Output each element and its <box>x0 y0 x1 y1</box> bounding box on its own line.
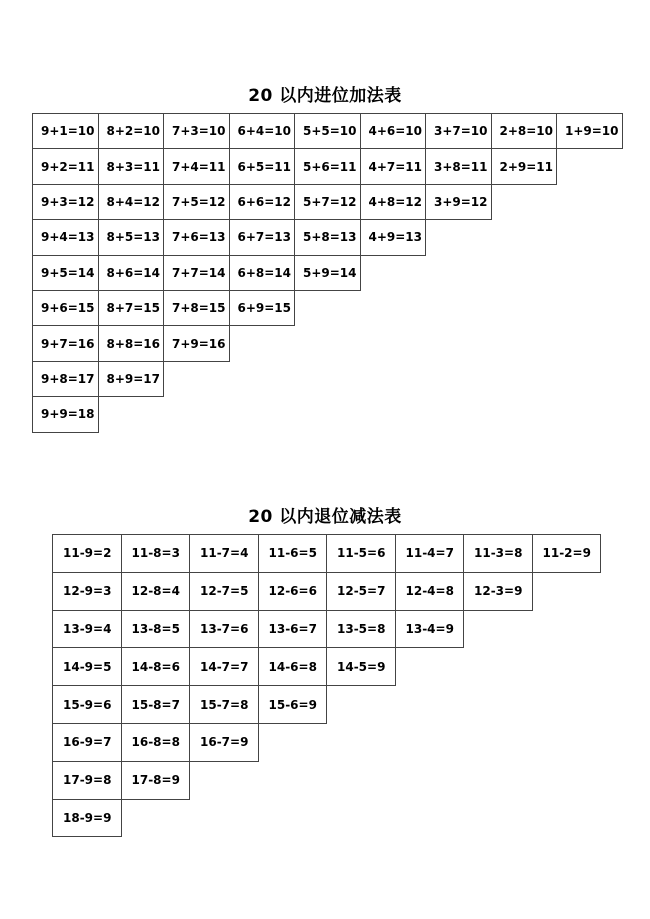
subtraction-equation-cell: 17-8=9 <box>121 761 191 800</box>
addition-equation-cell: 3+9=12 <box>425 184 492 220</box>
subtraction-table-row <box>52 685 600 723</box>
addition-equation-cell: 2+9=11 <box>491 148 558 184</box>
subtraction-equation-cell: 15-6=9 <box>258 685 328 724</box>
subtraction-equation-cell: 14-8=6 <box>121 647 191 686</box>
addition-table-row <box>32 113 622 148</box>
addition-equation-cell: 7+9=16 <box>163 325 230 361</box>
addition-equation-cell: 8+6=14 <box>98 255 165 291</box>
subtraction-equation-cell: 11-8=3 <box>121 534 191 573</box>
addition-equation-cell: 7+7=14 <box>163 255 230 291</box>
addition-equation-cell: 7+6=13 <box>163 219 230 255</box>
subtraction-equation-cell: 11-6=5 <box>258 534 328 573</box>
addition-equation-cell: 8+2=10 <box>98 113 165 149</box>
subtraction-equation-cell: 11-3=8 <box>463 534 533 573</box>
addition-equation-cell: 8+4=12 <box>98 184 165 220</box>
addition-equation-cell: 8+8=16 <box>98 325 165 361</box>
addition-table-row <box>32 396 622 431</box>
addition-equation-cell: 8+9=17 <box>98 361 165 397</box>
addition-equation-cell: 7+8=15 <box>163 290 230 326</box>
addition-table-row <box>32 255 622 290</box>
subtraction-equation-cell: 16-7=9 <box>189 723 259 762</box>
addition-table-row <box>32 290 622 325</box>
subtraction-equation-cell: 11-5=6 <box>326 534 396 573</box>
subtraction-equation-cell: 13-9=4 <box>52 610 122 649</box>
addition-equation-cell: 6+5=11 <box>229 148 296 184</box>
subtraction-equation-cell: 15-7=8 <box>189 685 259 724</box>
subtraction-equation-cell: 12-6=6 <box>258 572 328 611</box>
addition-table <box>32 113 622 432</box>
subtraction-equation-cell: 13-6=7 <box>258 610 328 649</box>
subtraction-equation-cell: 16-8=8 <box>121 723 191 762</box>
addition-equation-cell: 8+5=13 <box>98 219 165 255</box>
subtraction-table-row <box>52 799 600 837</box>
subtraction-equation-cell: 14-6=8 <box>258 647 328 686</box>
addition-table-row <box>32 148 622 183</box>
subtraction-equation-cell: 15-9=6 <box>52 685 122 724</box>
addition-equation-cell: 6+8=14 <box>229 255 296 291</box>
addition-equation-cell: 2+8=10 <box>491 113 558 149</box>
addition-equation-cell: 4+6=10 <box>360 113 427 149</box>
subtraction-equation-cell: 13-8=5 <box>121 610 191 649</box>
addition-equation-cell: 9+7=16 <box>32 325 99 361</box>
addition-equation-cell: 7+4=11 <box>163 148 230 184</box>
addition-equation-cell: 6+7=13 <box>229 219 296 255</box>
subtraction-table-row <box>52 647 600 685</box>
subtraction-table-row <box>52 572 600 610</box>
addition-table-row <box>32 325 622 360</box>
subtraction-table-row <box>52 534 600 572</box>
addition-equation-cell: 9+1=10 <box>32 113 99 149</box>
addition-equation-cell: 9+5=14 <box>32 255 99 291</box>
subtraction-table-row <box>52 723 600 761</box>
subtraction-equation-cell: 17-9=8 <box>52 761 122 800</box>
subtraction-equation-cell: 12-9=3 <box>52 572 122 611</box>
addition-equation-cell: 3+8=11 <box>425 148 492 184</box>
subtraction-equation-cell: 14-7=7 <box>189 647 259 686</box>
subtraction-equation-cell: 13-7=6 <box>189 610 259 649</box>
addition-equation-cell: 8+7=15 <box>98 290 165 326</box>
addition-equation-cell: 6+4=10 <box>229 113 296 149</box>
subtraction-equation-cell: 12-5=7 <box>326 572 396 611</box>
subtraction-equation-cell: 12-4=8 <box>395 572 465 611</box>
addition-equation-cell: 4+8=12 <box>360 184 427 220</box>
addition-equation-cell: 1+9=10 <box>556 113 623 149</box>
addition-equation-cell: 5+6=11 <box>294 148 361 184</box>
subtraction-equation-cell: 12-3=9 <box>463 572 533 611</box>
addition-table-row <box>32 184 622 219</box>
subtraction-equation-cell: 11-9=2 <box>52 534 122 573</box>
addition-equation-cell: 9+9=18 <box>32 396 99 432</box>
subtraction-equation-cell: 14-9=5 <box>52 647 122 686</box>
addition-equation-cell: 9+2=11 <box>32 148 99 184</box>
addition-equation-cell: 5+9=14 <box>294 255 361 291</box>
addition-equation-cell: 7+5=12 <box>163 184 230 220</box>
addition-equation-cell: 4+9=13 <box>360 219 427 255</box>
subtraction-equation-cell: 11-2=9 <box>532 534 602 573</box>
subtraction-equation-cell: 13-4=9 <box>395 610 465 649</box>
subtraction-table-title: 20 以内退位减法表 <box>248 507 402 527</box>
addition-equation-cell: 9+8=17 <box>32 361 99 397</box>
addition-equation-cell: 7+3=10 <box>163 113 230 149</box>
addition-equation-cell: 5+8=13 <box>294 219 361 255</box>
subtraction-equation-cell: 11-4=7 <box>395 534 465 573</box>
addition-equation-cell: 8+3=11 <box>98 148 165 184</box>
addition-table-row <box>32 219 622 254</box>
subtraction-equation-cell: 13-5=8 <box>326 610 396 649</box>
subtraction-table-row <box>52 761 600 799</box>
subtraction-equation-cell: 18-9=9 <box>52 799 122 838</box>
addition-equation-cell: 5+7=12 <box>294 184 361 220</box>
subtraction-table-row <box>52 610 600 648</box>
addition-equation-cell: 6+6=12 <box>229 184 296 220</box>
subtraction-equation-cell: 12-7=5 <box>189 572 259 611</box>
subtraction-equation-cell: 14-5=9 <box>326 647 396 686</box>
subtraction-equation-cell: 16-9=7 <box>52 723 122 762</box>
addition-equation-cell: 3+7=10 <box>425 113 492 149</box>
addition-table-row <box>32 361 622 396</box>
subtraction-equation-cell: 12-8=4 <box>121 572 191 611</box>
addition-equation-cell: 9+4=13 <box>32 219 99 255</box>
addition-equation-cell: 6+9=15 <box>229 290 296 326</box>
addition-equation-cell: 9+3=12 <box>32 184 99 220</box>
subtraction-equation-cell: 11-7=4 <box>189 534 259 573</box>
addition-table-title: 20 以内进位加法表 <box>248 86 402 106</box>
subtraction-table <box>52 534 600 836</box>
addition-equation-cell: 9+6=15 <box>32 290 99 326</box>
addition-equation-cell: 4+7=11 <box>360 148 427 184</box>
subtraction-equation-cell: 15-8=7 <box>121 685 191 724</box>
addition-equation-cell: 5+5=10 <box>294 113 361 149</box>
